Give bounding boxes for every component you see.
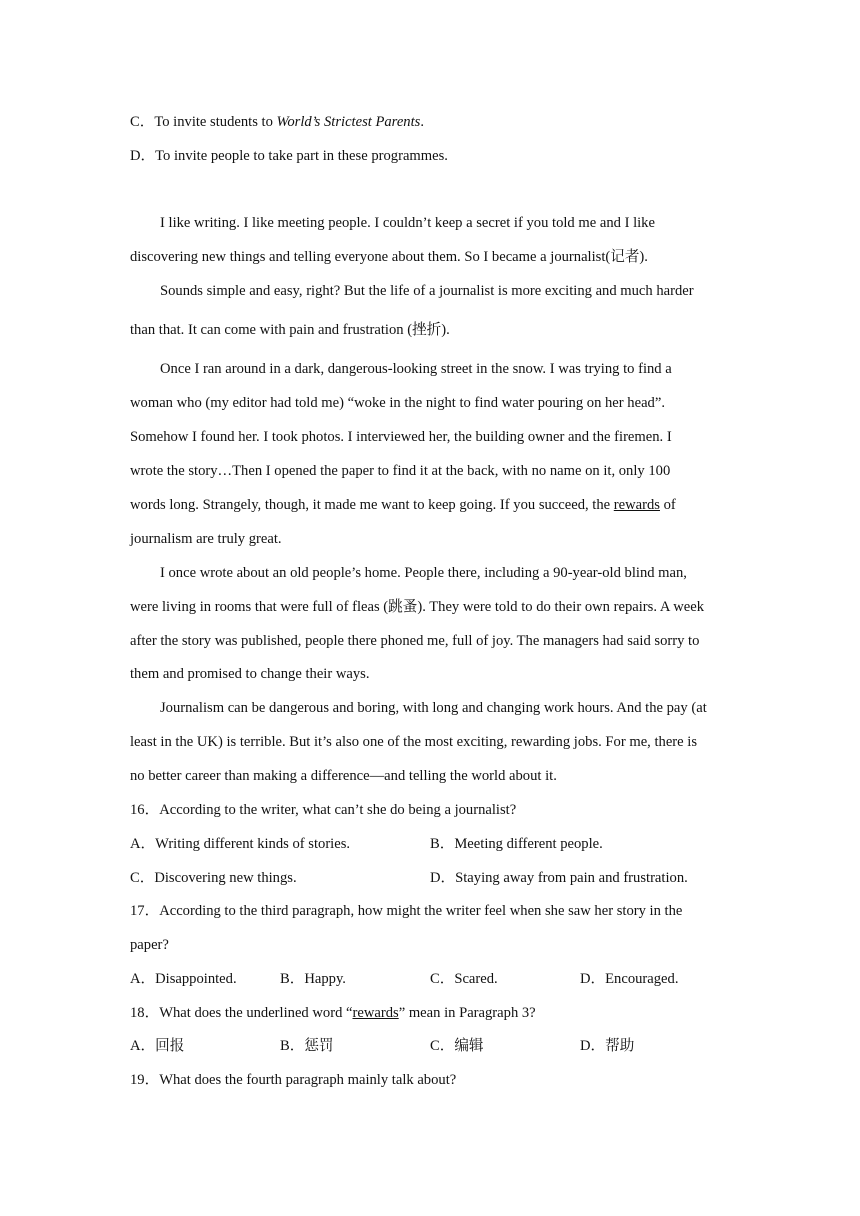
question-16-option-d: D．Staying away from pain and frustration. [430, 870, 688, 886]
passage-p4-line3: after the story was published, people there phoned me, full of joy. The managers had said sorry to [130, 633, 700, 649]
question-17-stem-line1: 17．According to the third paragraph, how might the writer feel when she saw her story in the [130, 903, 683, 919]
question-17-option-a: A．Disappointed. [130, 971, 237, 987]
prev-option-d: D．To invite people to take part in these programmes. [130, 148, 448, 164]
passage-p2-line1: Sounds simple and easy, right? But the life of a journalist is more exciting and much harder [160, 283, 694, 299]
question-17-stem-line2: paper? [130, 937, 169, 953]
passage-p5-line3: no better career than making a difference—and telling the world about it. [130, 768, 557, 784]
passage-p3-line2: woman who (my editor had told me) “woke in the night to find water pouring on her head”. [130, 395, 665, 411]
passage-p4-line1: I once wrote about an old people’s home. People there, including a 90-year-old blind man, [160, 565, 687, 581]
passage-p2-line2: than that. It can come with pain and frustration (挫折). [130, 322, 450, 338]
passage-p5-line1: Journalism can be dangerous and boring, with long and changing work hours. And the pay (at [160, 700, 707, 716]
question-18-option-a: A．回报 [130, 1038, 185, 1054]
passage-p4-line4: them and promised to change their ways. [130, 666, 370, 682]
passage-p1-line1: I like writing. I like meeting people. I couldn’t keep a secret if you told me and I like [160, 215, 655, 231]
underlined-word-rewards-q18: rewards [352, 1005, 399, 1021]
question-16-option-a: A．Writing different kinds of stories. [130, 836, 351, 852]
passage-p3-line3: Somehow I found her. I took photos. I interviewed her, the building owner and the firemen. I [130, 429, 672, 445]
question-16-option-b: B．Meeting different people. [430, 836, 603, 852]
passage-p3-line4: wrote the story…Then I opened the paper to find it at the back, with no name on it, only 100 [130, 463, 671, 479]
question-17-option-b: B．Happy. [280, 971, 346, 987]
prev-option-c: C．To invite students to World’s Strictest Parents. [130, 114, 424, 130]
question-18-stem: 18．What does the underlined word “rewards” mean in Paragraph 3? [130, 1005, 536, 1021]
passage-p4-line2: were living in rooms that were full of fleas (跳蚤). They were told to do their own repairs. A week [130, 599, 705, 615]
question-17-option-d: D．Encouraged. [580, 971, 679, 987]
question-18-option-c: C．编辑 [430, 1038, 484, 1054]
question-17-option-c: C．Scared. [430, 971, 498, 987]
passage-p3-line1: Once I ran around in a dark, dangerous-looking street in the snow. I was trying to find a [160, 361, 672, 377]
underlined-word-rewards: rewards [613, 497, 660, 513]
question-16-option-c: C．Discovering new things. [130, 870, 297, 886]
question-16-stem: 16．According to the writer, what can’t she do being a journalist? [130, 802, 517, 818]
program-title: World’s Strictest Parents [276, 114, 421, 130]
question-18-option-b: B．惩罚 [280, 1038, 334, 1054]
question-19-stem: 19．What does the fourth paragraph mainly talk about? [130, 1072, 457, 1088]
passage-p5-line2: least in the UK) is terrible. But it’s also one of the most exciting, rewarding jobs. For me, there is [130, 734, 698, 750]
passage-p1-line2: discovering new things and telling everyone about them. So I became a journalist(记者). [130, 249, 648, 265]
passage-p3-line5: words long. Strangely, though, it made me want to keep going. If you succeed, the rewards of [130, 497, 676, 513]
passage-p3-line6: journalism are truly great. [130, 531, 282, 547]
question-18-option-d: D．帮助 [580, 1038, 635, 1054]
